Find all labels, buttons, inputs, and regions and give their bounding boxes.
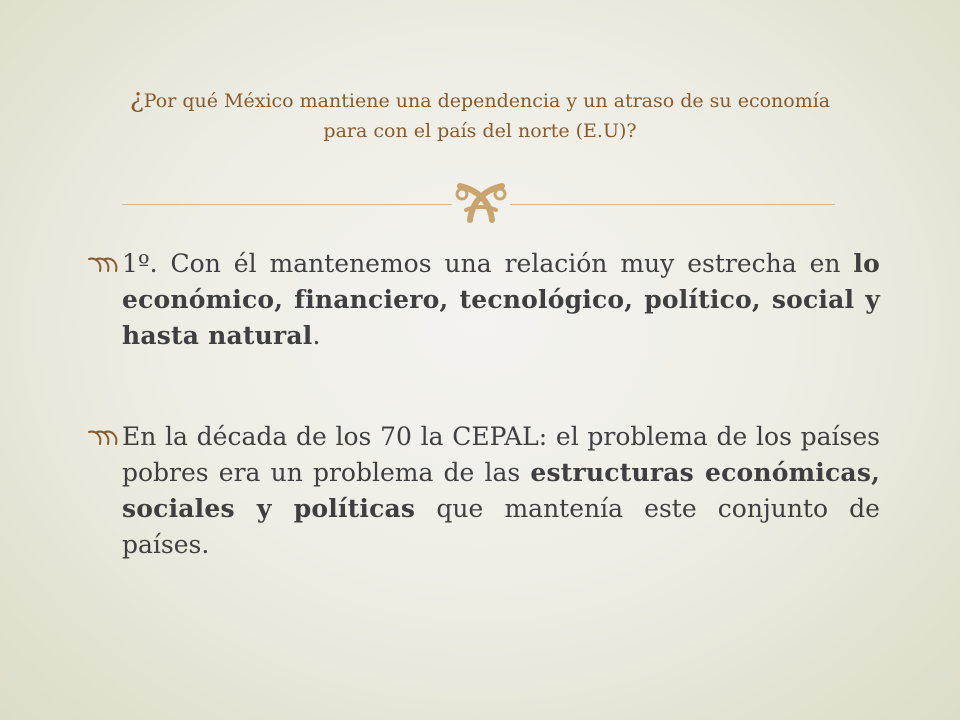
decorative-scroll-icon <box>452 180 510 226</box>
bullet-item-1 <box>86 246 880 354</box>
bullet-2-emphasis: estructuras económicas, sociales y políticas <box>122 458 880 523</box>
bullet-1-emphasis: lo económico, financiero, tecnológico, político, social y hasta natural <box>122 249 880 350</box>
bullet-text-1: 1º. Con él mantenemos una relación muy estrecha en lo económico, financiero, tecnológico, político, social y hasta natural. <box>122 249 880 350</box>
curl-bullet-icon <box>86 254 120 276</box>
title-line-1: Por qué México mantiene una dependencia y un atraso de su economía <box>143 90 831 112</box>
curl-bullet-icon <box>86 427 120 449</box>
title-divider-right <box>510 204 835 205</box>
bullet-text-2: En la década de los 70 la CEPAL: el problema de los países pobres era un problema de las estructuras económicas, sociales y políticas que mantenía este conjunto de países. <box>122 422 880 559</box>
slide-title <box>70 84 890 146</box>
title-divider-left <box>122 204 452 205</box>
title-question-mark: ¿ <box>129 84 144 114</box>
bullet-item-2 <box>86 419 880 563</box>
title-line-2: para con el país del norte (E.U)? <box>323 120 637 142</box>
